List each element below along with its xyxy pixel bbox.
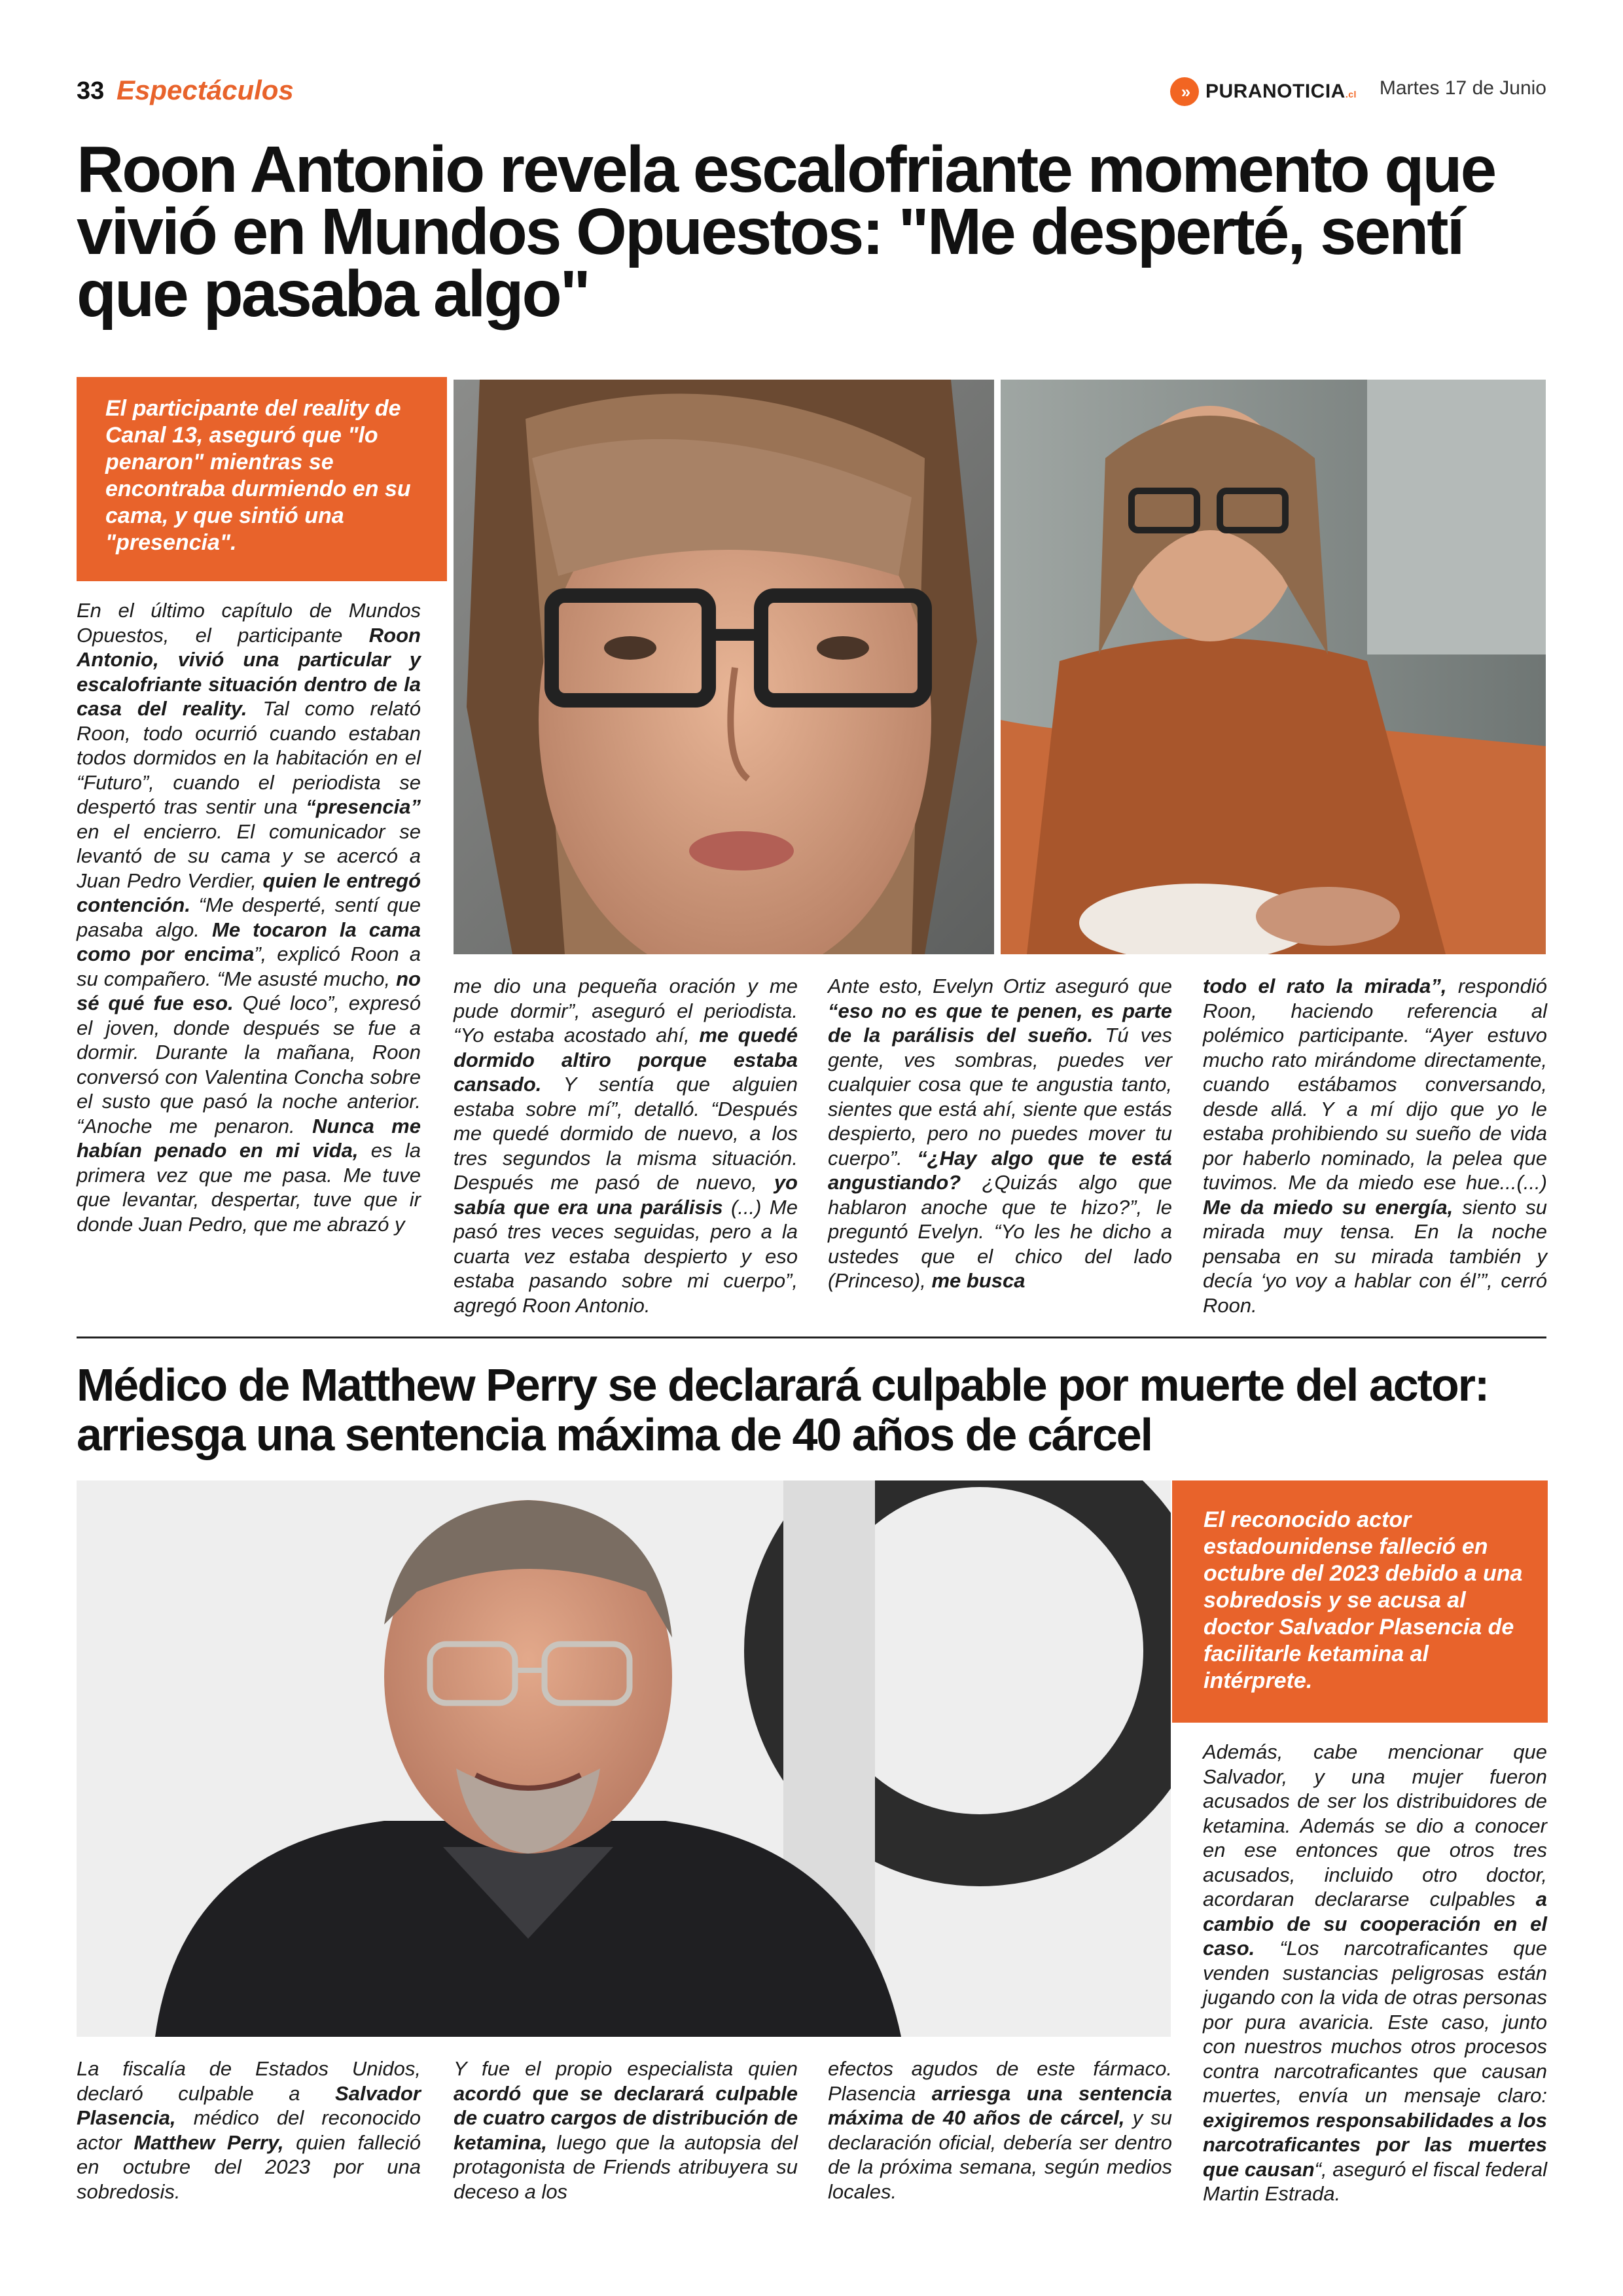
roon-body-col-2: [454, 974, 798, 1318]
perry-col2-text: Y fue el propio especialista quien acordó que se declarará culpable de cuatro cargos de distribución de ketamina, luego que la autopsia del protagonista de Friends atribuyera su deceso a los: [454, 2057, 798, 2203]
roon-blanket-image: [1001, 380, 1546, 954]
perry-col3-text: efectos agudos de este fármaco. Plasencia arriesga una sentencia máxima de 40 años de cárcel, y su declaración oficial, debería ser dentro de la próxima semana, según medios locales.: [828, 2057, 1172, 2203]
perry-col4-text: Además, cabe mencionar que Salvador, y una mujer fueron acusados de ser los distribuidores de ketamina. Además se dio a conocer en ese entonces que otros tres acusados, incluido otro doctor, acordaran declararse culpables a cambio de su cooperación en el caso. “Los narcotraficantes que venden sustancias peligrosas están jugando con la vida de otras personas por pura avaricia. Este caso, junto con nuestros muchos otros procesos contra narcotraficantes que causan muertes, envía un mensaje claro: exigiremos responsabilidades a los narcotraficantes por las muertes que causan“, aseguró el fiscal federal Martin Estrada.: [1203, 1740, 1547, 2205]
dek-matthew-perry: El reconocido actor estadounidense falleció en octubre del 2023 debido a una sobredosis y se acusa al doctor Salvador Plasencia de facilitarle ketamina al intérprete.: [1172, 1480, 1548, 1723]
matthew-perry-image: [77, 1480, 1171, 2037]
page-number: 33: [77, 77, 105, 105]
roon-body-col-3: [828, 974, 1172, 1293]
perry-col1-text: La fiscalía de Estados Unidos, declaró culpable a Salvador Plasencia, médico del reconocido actor Matthew Perry, quien falleció en octubre del 2023 por una sobredosis.: [77, 2057, 421, 2203]
logo-mark-icon: »: [1170, 77, 1199, 106]
dek-roon-antonio: El participante del reality de Canal 13, aseguró que "lo penaron" mientras se encontraba durmiendo en su cama, y que sintió una "presencia".: [77, 377, 447, 581]
roon-col1-text: En el último capítulo de Mundos Opuestos, el participante Roon Antonio, vivió una particular y escalofriante situación dentro de la casa del reality. Tal como relató Roon, todo ocurrió cuando estaban todos dormidos en la habitación en el “Futuro”, cuando el periodista se despertó tras sentir una “presencia” en el encierro. El comunicador se levantó de su cama y se acercó a Juan Pedro Verdier, quien le entregó contención. “Me desperté, sentí que pasaba algo. Me tocaron la cama como por encima”, explicó Roon a su compañero. “Me asusté mucho, no sé qué fue eso. Qué loco”, expresó el joven, donde después se fue a dormir. Durante la mañana, Roon conversó con Valentina Concha sobre el susto que pasó la noche anterior. “Anoche me penaron. Nunca me habían penado en mi vida, es la primera vez que me pasa. Me tuve que levantar, despertar, tuve que ir donde Juan Pedro, que me abrazó y: [77, 599, 421, 1236]
perry-body-col-3: [828, 2056, 1172, 2204]
perry-body-col-2: [454, 2056, 798, 2204]
logo-text: PURANOTICIA.cl: [1205, 81, 1357, 102]
roon-col3-text: Ante esto, Evelyn Ortiz aseguró que “eso no es que te penen, es parte de la parálisis del sueño. Tú ves gente, ves sombras, puedes ver cualquier cosa que te angustia tanto, sientes que está ahí, siente que estás despierto, pero no puedes mover tu cuerpo”. “¿Hay algo que te está angustiando? ¿Quizás algo que hablaron anoche que te hizo?”, le preguntó Evelyn. “Yo les he dicho a ustedes que el chico del lado (Princeso), me busca: [828, 975, 1172, 1292]
perry-body-col-1: [77, 2056, 421, 2204]
roon-col2-text: me dio una pequeña oración y me pude dormir”, aseguró el periodista. “Yo estaba acostado ahí, me quedé dormido altiro porque estaba cansado. Y sentía que alguien estaba sobre mí”, detalló. “Después me quedé dormido de nuevo, a los tres segundos la misma situación. Después me pasó de nuevo, yo sabía que era una parálisis (...) Me pasó tres veces seguidas, pero a la cuarta vez estaba despierto y eso estaba pasando sobre mi cuerpo”, agregó Roon Antonio.: [454, 975, 798, 1317]
headline-roon-antonio: Roon Antonio revela escalofriante momento que vivió en Mundos Opuestos: "Me desperté, sentí que pasaba algo": [77, 133, 1495, 331]
roon-closeup-image: [454, 380, 994, 954]
section-label: Espectáculos: [116, 75, 294, 105]
roon-body-col-4: [1203, 974, 1547, 1318]
puranoticia-logo: [1170, 75, 1357, 109]
article-divider: [77, 1336, 1546, 1338]
headline-matthew-perry: Médico de Matthew Perry se declarará culpable por muerte del actor: arriesga una sentencia máxima de 40 años de cárcel: [77, 1359, 1489, 1460]
perry-body-col-4: [1203, 1740, 1547, 2206]
roon-body-col-1: [77, 598, 421, 1236]
photo-roon-closeup: [454, 380, 994, 954]
issue-date: Martes 17 de Junio: [1379, 77, 1546, 99]
photo-matthew-perry: [77, 1480, 1171, 2037]
roon-col4-text: todo el rato la mirada”, respondió Roon, haciendo referencia al polémico participante. “Ayer estuvo mucho rato mirándome directamente, cuando estábamos conversando, desde allá. Y a mí dijo que yo le estaba prohibiendo su sueño de vida por haberlo nominado, la pelea que tuvimos. Me da miedo ese hue...(...) Me da miedo su energía, siento su mirada muy tensa. En la noche pensaba en su mirada también y decía ‘yo voy a hablar con él’”, cerró Roon.: [1203, 975, 1547, 1317]
photo-roon-blanket: [1001, 380, 1546, 954]
